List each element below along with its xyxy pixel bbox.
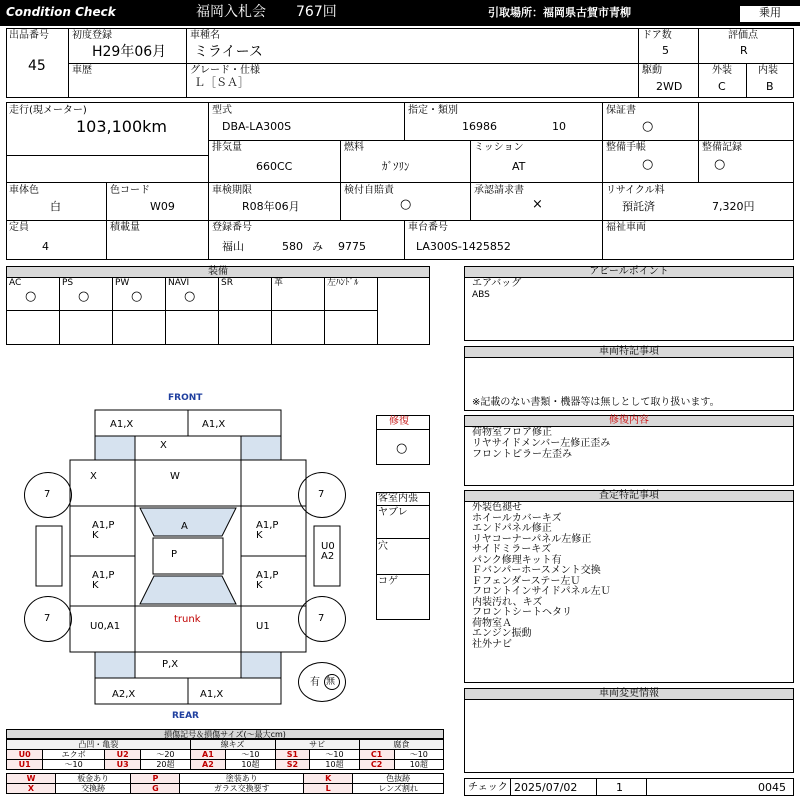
equipment-label: SR xyxy=(221,278,233,288)
legend-code: U3 xyxy=(104,760,140,770)
first-reg-label: 初度登録 xyxy=(72,30,112,41)
inspection-note-line: エンジン振動 xyxy=(472,628,532,639)
legend-code: C2 xyxy=(359,760,394,770)
legend-desc: 〜10 xyxy=(43,760,105,770)
appeal-title: アピールポイント xyxy=(464,266,794,278)
equipment-mark: ○ xyxy=(131,289,143,304)
reg-area: 福山 xyxy=(222,240,244,253)
inspection: R08年06月 xyxy=(242,200,300,213)
legend-desc: 塗装あり xyxy=(180,774,304,784)
auction-count: 767回 xyxy=(296,4,337,20)
spare-mark: 無 xyxy=(326,677,336,687)
designation: 16986 xyxy=(462,120,497,133)
transfer: × xyxy=(532,197,543,212)
legend-code: X xyxy=(7,784,56,794)
condition-check-title: Condition Check xyxy=(6,5,116,19)
equipment-cell-blank xyxy=(324,310,378,345)
inspection-note-line: フロントシートヘタリ xyxy=(472,607,572,618)
maint-book-label: 整備手帳 xyxy=(606,142,646,153)
spare-tire-label: 有 xyxy=(310,677,320,688)
grade: Ｌ［ＳＡ］ xyxy=(194,76,249,89)
displacement-label: 排気量 xyxy=(212,142,242,153)
legend-desc: エクボ xyxy=(43,750,105,760)
legend-desc: ガラス交換要す xyxy=(180,784,304,794)
legend-desc: 〜20 xyxy=(141,750,190,760)
drive-label: 駆動 xyxy=(642,65,662,76)
fuel: ｶﾞｿﾘﾝ xyxy=(382,160,410,173)
equipment-label: NAVI xyxy=(168,278,190,288)
equipment-cell-blank xyxy=(6,310,60,345)
inspection-notes-title: 査定特記事項 xyxy=(464,490,794,502)
exterior-grade: C xyxy=(718,80,726,93)
inspection-note-line: リヤコーナーパネル左修正 xyxy=(472,533,592,545)
legend-desc: 10超 xyxy=(394,760,443,770)
equipment-cell-blank xyxy=(112,310,166,345)
inspection-note-line: サイドミラーキズ xyxy=(472,544,552,555)
drive: 2WD xyxy=(656,80,683,93)
repair-detail-line: リヤサイドメンバー左修正歪み xyxy=(472,438,611,449)
inspection-note-line: 荷物室Ａ xyxy=(472,617,512,629)
check-label: チェック xyxy=(468,782,508,793)
legend-code: U0 xyxy=(7,750,43,760)
tire-front-right-mark: 7 xyxy=(318,489,325,500)
exterior-label: 外装 xyxy=(712,65,732,76)
model-label: 型式 xyxy=(212,105,232,116)
recycle-label: リサイクル料 xyxy=(606,185,665,196)
mileage-label: 走行(現メーター) xyxy=(9,105,87,116)
score: R xyxy=(740,44,748,57)
inspection-note-line: パンク修理キット有 xyxy=(472,554,562,566)
equipment-mark: ○ xyxy=(25,289,37,304)
recycle-fee: 7,320円 xyxy=(712,200,755,213)
appeal-line-1: エアバッグ xyxy=(472,278,522,289)
damage-front-bumper-right: A1,X xyxy=(202,419,226,430)
load-label: 積載量 xyxy=(110,222,140,233)
damage-right-side: U0 A2 xyxy=(321,541,335,562)
score-label: 評価点 xyxy=(728,30,758,41)
check-count: 1 xyxy=(616,781,623,794)
warranty: ○ xyxy=(642,119,654,134)
legend-code: S2 xyxy=(275,760,310,770)
pickup-location: 引取場所：福岡県古賀市青柳 xyxy=(488,6,631,19)
repair-title: 修復 xyxy=(389,416,409,427)
chassis: LA300S-1425852 xyxy=(416,240,511,253)
repair-detail-line: フロントピラー左歪み xyxy=(472,449,572,460)
damage-roof: A xyxy=(181,521,188,532)
legend-desc: 色抜跡 xyxy=(353,774,444,784)
legend-code: G xyxy=(131,784,180,794)
legend-desc: 〜10 xyxy=(226,750,275,760)
legend-desc: 〜10 xyxy=(310,750,359,760)
legend-head-scratch: 線キズ xyxy=(190,740,275,750)
auction-name: 福岡入札会 xyxy=(196,4,266,20)
inspection-note-line: 社外ナビ xyxy=(472,638,512,650)
inspection-note-line: フロントインサイドパネル左Ｕ xyxy=(472,586,611,597)
capacity-label: 定員 xyxy=(9,222,29,233)
legend-code: A2 xyxy=(190,760,226,770)
cabin-hole: 穴 xyxy=(378,541,388,552)
interior-grade: B xyxy=(766,80,774,93)
equipment-cell-blank xyxy=(59,310,113,345)
legend-head-corrosion: 腐食 xyxy=(359,740,443,750)
equipment-label: PS xyxy=(62,278,74,288)
repair-detail-title: 修復内容 xyxy=(464,415,794,427)
fuel-label: 燃料 xyxy=(344,142,364,153)
inspection-note-line: エンドパネル修正 xyxy=(472,523,552,534)
tire-rear-right-mark: 7 xyxy=(318,613,325,624)
first-reg: H29年06月 xyxy=(92,44,167,60)
doors-label: ドア数 xyxy=(642,30,672,41)
cabin-interior-title: 客室内張 xyxy=(378,493,418,504)
reg-kana: み xyxy=(312,240,323,253)
grade-label: グレード・仕様 xyxy=(190,65,260,76)
reg-no-label: 登録番号 xyxy=(212,222,252,233)
equipment-label: 革 xyxy=(274,278,284,288)
inspection-note-line: 内装汚れ、キズ xyxy=(472,596,543,608)
header-bar xyxy=(0,0,800,26)
equipment-mark: ○ xyxy=(184,289,196,304)
damage-left-front-door: A1,P K xyxy=(92,520,115,541)
welfare-label: 福祉車両 xyxy=(606,222,646,233)
inspection-label: 車検期限 xyxy=(212,185,252,196)
maint-record: ○ xyxy=(714,157,726,172)
legend-desc: 10超 xyxy=(226,760,275,770)
reg-class: 580 xyxy=(282,240,303,253)
tire-front-left-mark: 7 xyxy=(44,489,51,500)
legend-code: A1 xyxy=(190,750,226,760)
damage-cabin: P xyxy=(171,549,178,560)
liability-label: 検付自賠責 xyxy=(344,185,394,196)
damage-hood-front: X xyxy=(160,440,167,451)
legend-title: 損傷記号＆損傷サイズ(〜最大cm) xyxy=(6,729,444,739)
legend-head-rust: サビ xyxy=(275,740,359,750)
damage-rear-bumper-left: A2,X xyxy=(112,689,136,700)
change-info-box xyxy=(464,699,794,773)
damage-hood-center: W xyxy=(170,471,180,482)
car-diagram xyxy=(0,400,440,710)
car-name: ミライース xyxy=(194,44,263,60)
legend-desc: 〜10 xyxy=(394,750,443,760)
legend-code: K xyxy=(304,774,353,784)
body-color: 白 xyxy=(50,200,61,213)
legend-desc: 板金あり xyxy=(56,774,131,784)
equipment-cell-blank xyxy=(271,310,325,345)
special-note: ※記載のない書類・機器等は無しとして取り扱います。 xyxy=(472,397,720,408)
reg-no: 9775 xyxy=(338,240,366,253)
transfer-label: 承認請求書 xyxy=(474,185,524,196)
liability: ○ xyxy=(400,197,412,212)
damage-rear-bumper-right: A1,X xyxy=(200,689,224,700)
cabin-tear: ヤブレ xyxy=(378,507,408,518)
doors: 5 xyxy=(662,44,669,57)
damage-left-rear-door: A1,P K xyxy=(92,570,115,591)
repair-value: ○ xyxy=(396,441,408,456)
legend-desc: レンズ割れ xyxy=(353,784,444,794)
equipment-label: 左ﾊﾝﾄﾞﾙ xyxy=(327,278,359,288)
legend-desc: 10超 xyxy=(310,760,359,770)
tire-rear-left-mark: 7 xyxy=(44,613,51,624)
transmission-label: ミッション xyxy=(474,142,524,153)
legend-desc: 交換跡 xyxy=(56,784,131,794)
displacement: 660CC xyxy=(256,160,293,173)
repair-detail-line: 荷物室フロア修正 xyxy=(472,427,552,438)
legend-code: S1 xyxy=(275,750,310,760)
inspection-note-line: 外装色褪せ xyxy=(472,502,522,513)
check-number: 0045 xyxy=(758,781,786,794)
equipment-cell-blank xyxy=(165,310,219,345)
history-label: 車歴 xyxy=(72,65,92,76)
interior-label: 内装 xyxy=(758,65,778,76)
damage-right-rear-door: A1,P K xyxy=(256,570,279,591)
damage-hood-left: X xyxy=(90,471,97,482)
body-color-label: 車体色 xyxy=(9,185,39,196)
mileage: 103,100km xyxy=(76,117,168,136)
legend-code: U1 xyxy=(7,760,43,770)
category: 10 xyxy=(552,120,566,133)
damage-right-rear-fender: U1 xyxy=(256,621,270,632)
warranty-label: 保証書 xyxy=(606,105,636,116)
lot-label: 出品番号 xyxy=(9,30,49,41)
change-info-title: 車両変更情報 xyxy=(464,688,794,700)
legend-head-dent: 凸凹・亀裂 xyxy=(7,740,191,750)
legend-desc: 20超 xyxy=(141,760,190,770)
rear-label: REAR xyxy=(172,711,199,721)
legend-code: C1 xyxy=(359,750,394,760)
equipment-label: PW xyxy=(115,278,130,288)
legend-code: P xyxy=(131,774,180,784)
legend-code: W xyxy=(7,774,56,784)
check-date: 2025/07/02 xyxy=(514,781,578,794)
damage-rear-gate: P,X xyxy=(162,659,179,670)
appeal-line-2: ABS xyxy=(472,290,490,300)
inspection-note-line: Ｆフェンダーステー左Ｕ xyxy=(472,575,581,587)
maint-book: ○ xyxy=(642,157,654,172)
inspection-note-line: Ｆバンパーホースメント交換 xyxy=(472,565,601,576)
damage-left-rear-fender: U0,A1 xyxy=(90,621,121,632)
name-label: 車種名 xyxy=(190,30,220,41)
special-title: 車両特記事項 xyxy=(464,346,794,358)
cabin-burn: コゲ xyxy=(378,576,398,587)
inspection-note-line: ホイールカバーキズ xyxy=(472,512,562,524)
chassis-label: 車台番号 xyxy=(408,222,448,233)
legend-table xyxy=(6,739,444,770)
legend-code: U2 xyxy=(104,750,140,760)
equipment-label: AC xyxy=(9,278,22,288)
legend-table-2 xyxy=(6,773,444,794)
trunk-label: trunk xyxy=(174,614,201,625)
damage-right-front-door: A1,P K xyxy=(256,520,279,541)
model: DBA-LA300S xyxy=(222,120,292,133)
equipment-cell-blank xyxy=(218,310,272,345)
recycle-status: 預託済 xyxy=(622,200,655,213)
passenger-label: 乗用 xyxy=(740,6,800,22)
damage-front-bumper-left: A1,X xyxy=(110,419,134,430)
capacity: 4 xyxy=(42,240,49,253)
lot-number: 45 xyxy=(28,58,46,74)
color-code: W09 xyxy=(150,200,175,213)
equipment-mark: ○ xyxy=(78,289,90,304)
maint-record-label: 整備記録 xyxy=(702,142,742,153)
designation-label: 指定・類別 xyxy=(408,105,458,116)
equipment-title: 装備 xyxy=(6,266,430,278)
transmission: AT xyxy=(512,160,526,173)
color-code-label: 色コード xyxy=(110,185,150,196)
legend-code: L xyxy=(304,784,353,794)
front-label: FRONT xyxy=(168,393,203,403)
